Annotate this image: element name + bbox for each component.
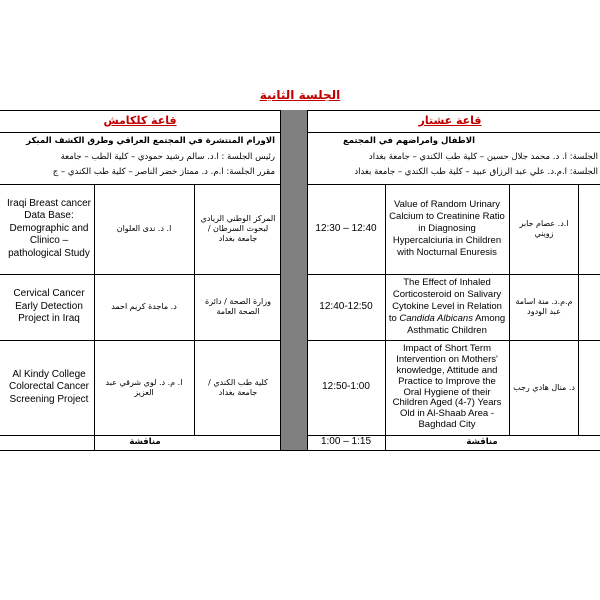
right-row2-title [388, 276, 506, 338]
right-hall-left-border [307, 110, 308, 450]
left-hall-topic: الاورام المنتشرة في المجتمع العراقي وطرق الكشف المبكر [26, 136, 275, 146]
right-row1-speaker: ا.د. عصام جابر زويني [519, 219, 569, 238]
left-row3-affiliation: كلية طب الكندي / جامعة بغداد [208, 377, 268, 397]
right-row3-time: 12:50-1:00 [322, 381, 370, 393]
left-row1-title: Iraqi Breast cancer Data Base: Demographic and Clinico –pathological Study [7, 197, 91, 259]
right-hall-topic: الاطفال وامراضهم في المجتمع [342, 136, 475, 146]
left-row1-affiliation: المركز الوطني الريادي لبحوث السرطان / جامعة بغداد [200, 214, 276, 243]
right-hall-rapporteur: الجلسة: ا.م.د. علي عبد الرزاق عبيد – كلية طب الكندي – جامعة بغداد [354, 167, 598, 177]
left-row3-speaker: ا. م. د. لوي شرقي عبد العزيز [105, 377, 183, 397]
right-row1-title: Value of Random Urinary Calcium to Creatinine Ratio in Diagnosing Hypercalciuria in Children with Nocturnal Enuresis [389, 199, 505, 258]
right-row2-title-text: The Effect of Inhaled Corticosteroid on Salivary Cytokine Level in Relation to [388, 277, 502, 324]
hall-divider-column [280, 110, 307, 450]
left-col-divider-2 [194, 184, 195, 435]
right-discussion-label: مناقشة [466, 437, 498, 448]
left-row2-speaker: د. ماجدة كريم احمد [111, 302, 177, 311]
left-row3-title: Al Kindy College Colorectal Cancer Screening Project [8, 368, 90, 405]
right-discussion-time: 1:00 – 1:15 [320, 436, 372, 448]
right-row2-time: 12:40-12:50 [319, 300, 373, 312]
session-title: الجلسة الثانية [259, 88, 341, 102]
right-col-divider-2 [509, 184, 510, 435]
left-discussion-label: مناقشة [129, 437, 161, 448]
right-hall-chair: الجلسة: ا. د. محمد جلال حسين – كلية طب الكندي – جامعة بغداد [368, 152, 598, 162]
right-row2-speaker: م.م.د. منة اسامة عبد الودود [515, 297, 573, 316]
left-hall-name: قاعة كلكامش [103, 114, 177, 127]
right-row1-time: 12:30 – 12:40 [315, 222, 377, 234]
left-row2-affiliation: وزارة الصحة / دائرة الصحة العامة [205, 297, 271, 316]
right-row3-title: Impact of Short Term Intervention on Mothers' knowledge, Attitude and Practice to Improve the Oral Hygiene of their Children Aged (4-7) Years Old in Al-Shaab Area - Baghdad City [392, 342, 502, 431]
left-hall-rapporteur: مقرر الجلسة: ا.م. د. ممتاز خضر الناصر – كلية طب الكندي – ج [52, 167, 275, 177]
right-hall-name: قاعة عشتار [418, 114, 482, 127]
right-row2-title-text-end: Among Asthmatic Children [407, 312, 506, 336]
right-col-divider-1 [385, 184, 386, 450]
right-row3-speaker: د. منال هادي رجب [513, 382, 575, 392]
right-row2-title-organism: Candida Albicans [399, 312, 473, 324]
left-col-divider-1 [94, 184, 95, 450]
left-row1-speaker: ا. د. ندى العلوان [116, 224, 172, 233]
left-row2-title: Cervical Cancer Early Detection Project in Iraq [13, 288, 85, 325]
right-col-divider-3 [578, 184, 579, 435]
discussion-bottom-border [0, 450, 600, 451]
left-hall-chair: رئيس الجلسة : ا.د. سالم رشيد حمودي – كلية الطب – جامعة [60, 152, 275, 162]
left-hall-right-border [280, 110, 281, 450]
